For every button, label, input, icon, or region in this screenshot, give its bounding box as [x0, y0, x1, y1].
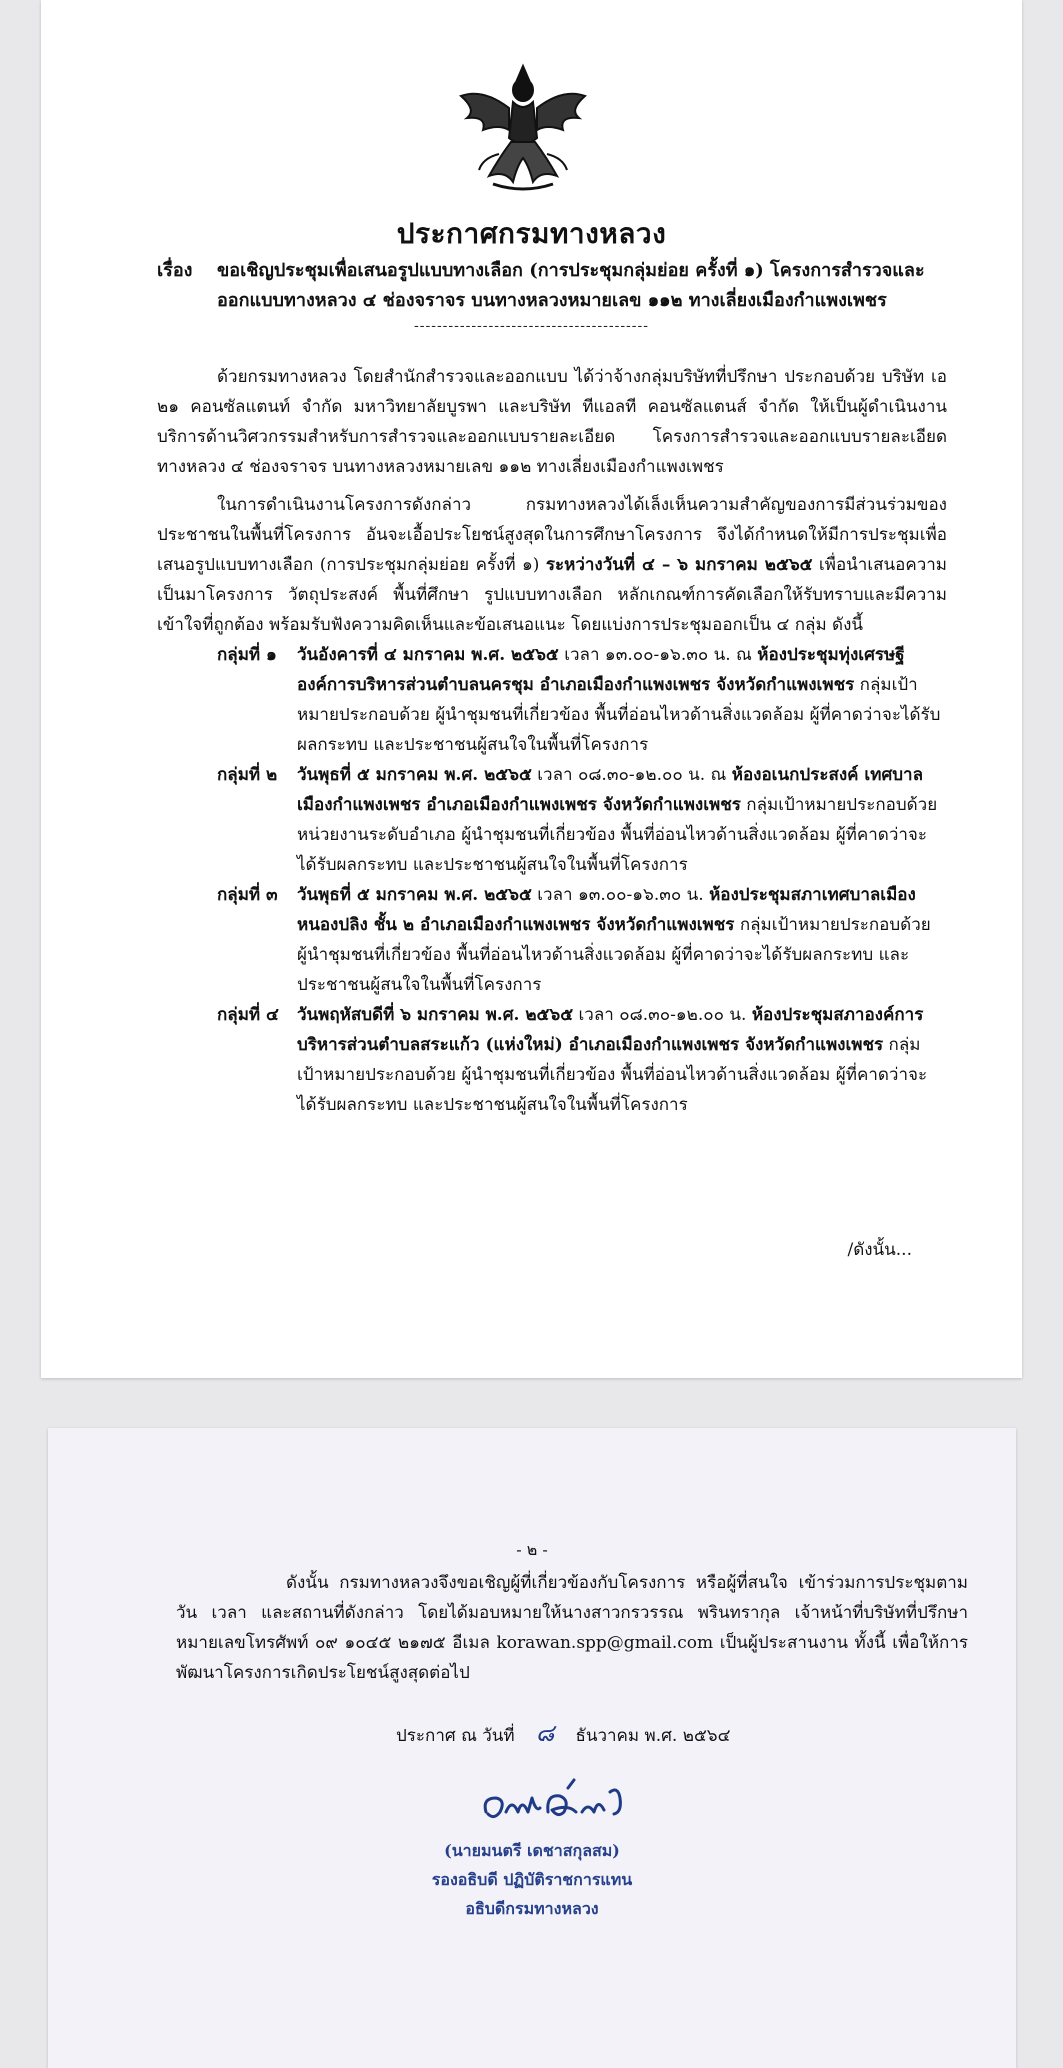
group-time: เวลา ๑๓.๐๐-๑๖.๓๐ น. ณ [558, 645, 758, 665]
paragraph-3 [176, 1568, 968, 1688]
announce-day: ๘ [535, 1719, 555, 1747]
group-date: วันพุธที่ ๕ มกราคม พ.ศ. ๒๕๖๕ [297, 765, 532, 785]
announcement-title: ประกาศกรมทางหลวง [396, 217, 667, 250]
continued-marker: /ดังนั้น... [847, 1240, 912, 1260]
announce-date [396, 1713, 730, 1752]
paragraph-1-text: ด้วยกรมทางหลวง โดยสำนักสำรวจและออกแบบ ได้ว่าจ้างกลุ่มบริษัทที่ปรึกษา ประกอบด้วย บริษัท เอ ๒๑ คอนซัลแตนท์ จำกัด มหาวิทยาลัยบูรพา และบริษัท ทีแอลที คอนซัลแตนส์ จำกัด ให้เป็นผู้ดำเนินงานบริการด้านวิศวกรรมสำหรับการสำรวจและออกแบบรายละเอียด โครงการสำรวจและออกแบบรายละเอียดทางหลวง ๔ ช่องจราจร บนทางหลวงหมายเลข ๑๑๒ ทางเลี่ยงเมืองกำแพงเพชร [157, 367, 947, 477]
paragraph-3-text: ดังนั้น กรมทางหลวงจึงขอเชิญผู้ที่เกี่ยวข้องกับโครงการ หรือผู้ที่สนใจ เข้าร่วมการประชุมตามวัน เวลา และสถานที่ดังกล่าว โดยได้มอบหมายให้นางสาวกรวรรณ พรินทรากุล เจ้าหน้าที่บริษัทที่ปรึกษา หมายเลขโทรศัพท์ ๐๙ ๑๐๔๕ ๒๑๗๕ อีเมล korawan.spp@gmail.com เป็นผู้ประสานงาน ทั้งนี้ เพื่อให้การพัฒนาโครงการเกิดประโยชน์สูงสุดต่อไป [176, 1573, 968, 1683]
group-target: กลุ่มเป้าหมายประกอบด้วย ผู้นำชุมชนที่เกี่ยวข้อง พื้นที่อ่อนไหวด้านสิ่งแวดล้อม ผู้ที่คาดว่าจะได้รับผลกระทบ และประชาชนผู้สนใจในพื้นที่โครงการ [297, 915, 931, 995]
signer-position: รองอธิบดี ปฏิบัติราชการแทน [431, 1870, 633, 1889]
subject-label: เรื่อง [157, 260, 193, 281]
group-target: กลุ่มเป้าหมายประกอบด้วย ผู้นำชุมชนที่เกี่ยวข้อง พื้นที่อ่อนไหวด้านสิ่งแวดล้อม ผู้ที่คาดว่าจะได้รับผลกระทบ และประชาชนผู้สนใจในพื้นที่โครงการ [297, 1035, 928, 1115]
announce-suffix: ธันวาคม พ.ศ. ๒๕๖๔ [575, 1726, 731, 1746]
group-date: วันพฤหัสบดีที่ ๖ มกราคม พ.ศ. ๒๕๖๕ [297, 1005, 574, 1025]
group-label: กลุ่มที่ ๒ [217, 765, 278, 785]
paragraph-2-text-a: ในการดำเนินงานโครงการดังกล่าว กรมทางหลวงได้เล็งเห็นความสำคัญของการมีส่วนร่วมของประชาชนในพื้นที่โครงการ อันจะเอื้อประโยชน์สูงสุดในการศึกษาโครงการ จึงได้กำหนดให้มีการประชุมเพื่อเสนอรูปแบบทางเลือก (การประชุมกลุ่มย่อย ครั้งที่ ๑) [157, 495, 947, 575]
paragraph-1 [157, 362, 947, 482]
document-page-2 [48, 1428, 1016, 2068]
group-time: เวลา ๑๓.๐๐-๑๖.๓๐ น. [531, 885, 710, 905]
signer-name: (นายมนตรี เดชาสกุลสม) [444, 1841, 620, 1860]
announce-prefix: ประกาศ ณ วันที่ [396, 1726, 515, 1746]
group-label: กลุ่มที่ ๔ [217, 1005, 279, 1025]
group-time: เวลา ๐๘.๓๐-๑๒.๐๐ น. ณ [531, 765, 732, 785]
group-place: ห้องประชุมทุ่งเศรษฐี องค์การบริหารส่วนตำบลนครชุม อำเภอเมืองกำแพงเพชร จังหวัดกำแพงเพชร [297, 645, 905, 695]
group-place: ห้องประชุมสภาองค์การบริหารส่วนตำบลสระแก้ว (แห่งใหม่) อำเภอเมืองกำแพงเพชร จังหวัดกำแพงเพชร [297, 1005, 924, 1055]
handwritten-signature [478, 1768, 638, 1838]
document-page-1 [41, 0, 1022, 1378]
page-number: - ๒ - [516, 1540, 548, 1559]
paragraph-2-text-b: เพื่อนำเสนอความเป็นมาโครงการ วัตถุประสงค์ พื้นที่ศึกษา รูปแบบทางเลือก หลักเกณฑ์การคัดเลือกให้รับทราบและมีความเข้าใจที่ถูกต้อง พร้อมรับฟังความคิดเห็นและข้อเสนอแนะ โดยแบ่งการประชุมออกเป็น ๔ กลุ่ม ดังนี้ [157, 555, 948, 635]
subject-text: ขอเชิญประชุมเพื่อเสนอรูปแบบทางเลือก (การประชุมกลุ่มย่อย ครั้งที่ ๑) โครงการสำรวจและออกแบบทางหลวง ๔ ช่องจราจร บนทางหลวงหมายเลข ๑๑๒ ทางเลี่ยงเมืองกำแพงเพชร [217, 260, 925, 311]
group-target: กลุ่มเป้าหมายประกอบด้วย ผู้นำชุมชนที่เกี่ยวข้อง พื้นที่อ่อนไหวด้านสิ่งแวดล้อม ผู้ที่คาดว่าจะได้รับผลกระทบ และประชาชนผู้สนใจในพื้นที่โครงการ [297, 675, 941, 755]
group-label: กลุ่มที่ ๓ [217, 885, 278, 905]
group-label: กลุ่มที่ ๑ [217, 645, 277, 665]
group-date: วันพุธที่ ๕ มกราคม พ.ศ. ๒๕๖๕ [297, 885, 532, 905]
group-date: วันอังคารที่ ๔ มกราคม พ.ศ. ๒๕๖๕ [297, 645, 559, 665]
group-target: กลุ่มเป้าหมายประกอบด้วย หน่วยงานระดับอำเภอ ผู้นำชุมชนที่เกี่ยวข้อง พื้นที่อ่อนไหวด้านสิ่งแวดล้อม ผู้ที่คาดว่าจะได้รับผลกระทบ และประชาชนผู้สนใจในพื้นที่โครงการ [297, 795, 938, 875]
paragraph-2-date-range: ระหว่างวันที่ ๔ – ๖ มกราคม ๒๕๖๕ [545, 555, 813, 575]
signer-organization: อธิบดีกรมทางหลวง [465, 1899, 599, 1918]
group-place: ห้องประชุมสภาเทศบาลเมืองหนองปลิง ชั้น ๒ อำเภอเมืองกำแพงเพชร จังหวัดกำแพงเพชร [297, 885, 916, 935]
group-time: เวลา ๐๘.๓๐-๑๒.๐๐ น. [573, 1005, 752, 1025]
group-place: ห้องอเนกประสงค์ เทศบาลเมืองกำแพงเพชร อำเภอเมืองกำแพงเพชร จังหวัดกำแพงเพชร [297, 765, 923, 815]
garuda-emblem-icon [453, 58, 593, 198]
divider-line: ----------------------------------------- [414, 318, 649, 334]
paragraph-2 [157, 490, 947, 640]
